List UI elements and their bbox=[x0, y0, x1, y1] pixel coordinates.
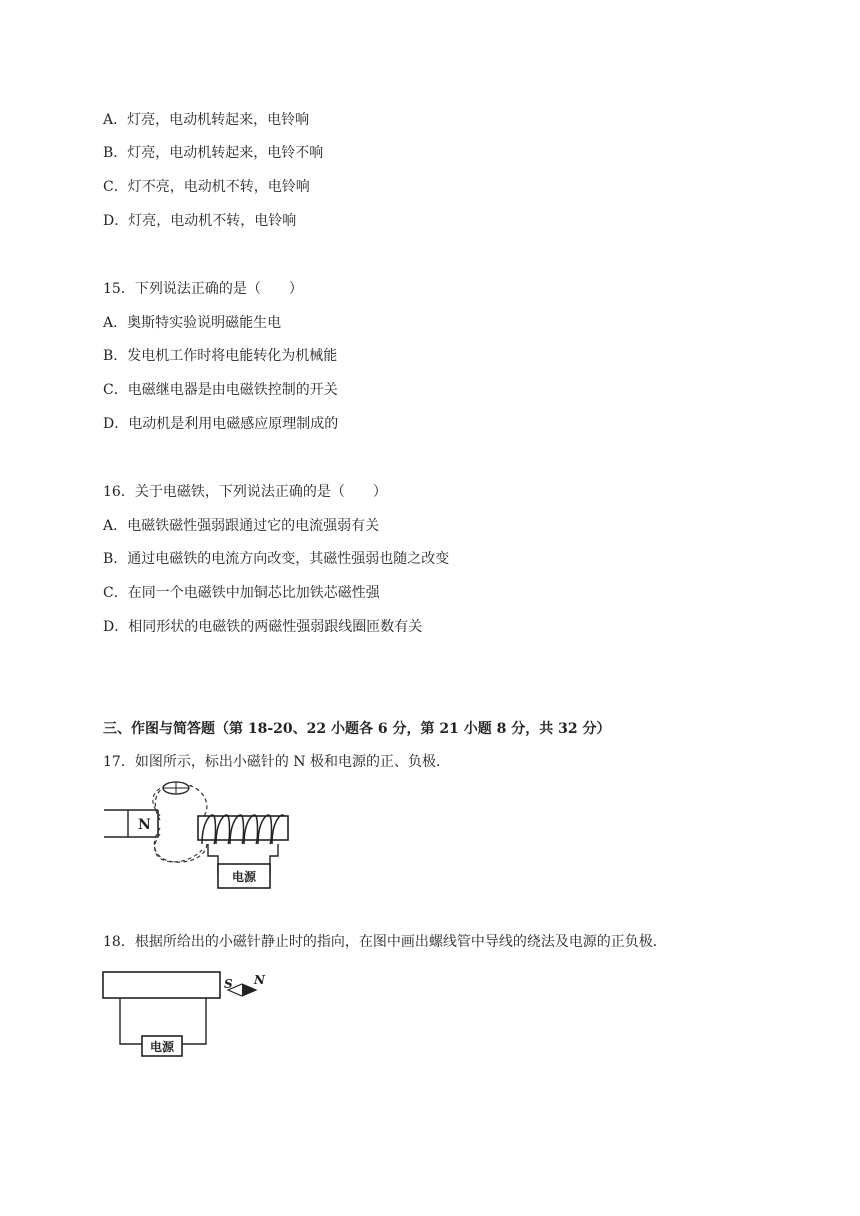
section3-title: 三、作图与简答题（第 18-20、22 小题各 6 分，第 21 小题 8 分，共 32 分） bbox=[103, 721, 611, 737]
q15-option-d: D．电动机是利用电磁感应原理制成的 bbox=[103, 416, 339, 432]
q14-option-d: D．灯亮，电动机不转，电铃响 bbox=[103, 213, 297, 229]
q16-option-a: A．电磁铁磁性强弱跟通过它的电流强弱有关 bbox=[103, 518, 380, 534]
q18-s-label: S bbox=[224, 977, 233, 991]
q16-option-d: D．相同形状的电磁铁的两磁性强弱跟线圈匝数有关 bbox=[103, 619, 423, 635]
q14-option-b: B．灯亮，电动机转起来，电铃不响 bbox=[103, 145, 324, 161]
q18-figure bbox=[102, 966, 270, 1064]
q16-option-c: C．在同一个电磁铁中加铜芯比加铁芯磁性强 bbox=[103, 585, 380, 601]
q15-stem: 15．下列说法正确的是（ ） bbox=[103, 281, 303, 297]
q18-power-label: 电源 bbox=[149, 1040, 175, 1054]
q17-power-label: 电源 bbox=[231, 870, 257, 884]
q18-text: 18．根据所给出的小磁针静止时的指向，在图中画出螺线管中导线的绕法及电源的正负极． bbox=[103, 934, 667, 950]
q14-option-a: A．灯亮，电动机转起来，电铃响 bbox=[103, 112, 310, 128]
q17-magnet-n-label: N bbox=[138, 817, 151, 833]
q17-figure bbox=[102, 780, 297, 892]
q17-text: 17．如图所示，标出小磁针的 N 极和电源的正、负极． bbox=[103, 754, 450, 770]
q16-option-b: B．通过电磁铁的电流方向改变，其磁性强弱也随之改变 bbox=[103, 551, 450, 567]
q14-option-c: C．灯不亮，电动机不转，电铃响 bbox=[103, 179, 310, 195]
q18-n-label: N bbox=[254, 973, 265, 987]
q15-option-b: B．发电机工作时将电能转化为机械能 bbox=[103, 348, 338, 364]
q16-stem: 16．关于电磁铁，下列说法正确的是（ ） bbox=[103, 484, 387, 500]
q15-option-a: A．奥斯特实验说明磁能生电 bbox=[103, 315, 282, 331]
q15-option-c: C．电磁继电器是由电磁铁控制的开关 bbox=[103, 382, 338, 398]
